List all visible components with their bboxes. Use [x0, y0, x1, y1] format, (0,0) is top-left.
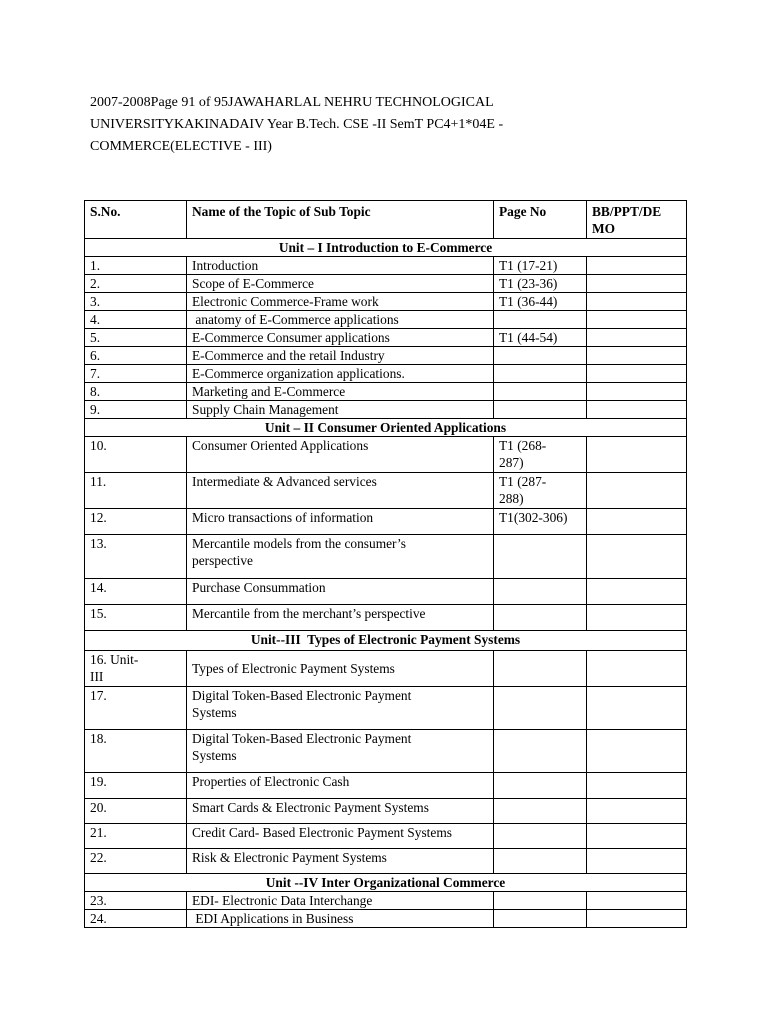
- table-row: 8. Marketing and E-Commerce: [85, 383, 687, 401]
- table-header-row: [85, 201, 687, 239]
- table-row: 18. Digital Token-Based Electronic Payment Systems: [85, 730, 687, 773]
- table-row: 22. Risk & Electronic Payment Systems: [85, 849, 687, 874]
- table-row: 15. Mercantile from the merchant’s perspective: [85, 605, 687, 631]
- table-row: 6. E-Commerce and the retail Industry: [85, 347, 687, 365]
- table-row: 11. Intermediate & Advanced services T1 (287- 288): [85, 473, 687, 509]
- table-row: 13. Mercantile models from the consumer’s perspective: [85, 535, 687, 579]
- table-row: 24. EDI Applications in Business: [85, 910, 687, 928]
- table-row: 1. Introduction T1 (17-21): [85, 257, 687, 275]
- unit-2-title: Unit – II Consumer Oriented Applications: [85, 419, 687, 437]
- unit-3-title: Unit--III Types of Electronic Payment Systems: [85, 631, 687, 651]
- lesson-plan-table: [84, 200, 687, 928]
- unit-row: [85, 419, 687, 437]
- unit-row: [85, 631, 687, 651]
- unit-row: [85, 874, 687, 892]
- unit-1-title: Unit – I Introduction to E-Commerce: [85, 239, 687, 257]
- table-row: 3. Electronic Commerce-Frame work T1 (36-44): [85, 293, 687, 311]
- table-row: 19. Properties of Electronic Cash: [85, 773, 687, 799]
- table-row: 2. Scope of E-Commerce T1 (23-36): [85, 275, 687, 293]
- table-row: 5. E-Commerce Consumer applications T1 (44-54): [85, 329, 687, 347]
- table-row: 4. anatomy of E-Commerce applications: [85, 311, 687, 329]
- col-header-mode: BB/PPT/DE MO: [587, 201, 687, 239]
- heading-line-3: COMMERCE(ELECTIVE - III): [90, 139, 272, 154]
- col-header-sno: S.No.: [85, 201, 187, 239]
- table-row: 9. Supply Chain Management: [85, 401, 687, 419]
- table-row: 23. EDI- Electronic Data Interchange: [85, 892, 687, 910]
- unit-4-title: Unit --IV Inter Organizational Commerce: [85, 874, 687, 892]
- table-row: 21. Credit Card- Based Electronic Payment Systems: [85, 824, 687, 849]
- col-header-topic: Name of the Topic of Sub Topic: [187, 201, 494, 239]
- document-heading: [90, 92, 650, 158]
- heading-line-1: 2007-2008Page 91 of 95JAWAHARLAL NEHRU TECHNOLOGICAL: [90, 95, 494, 110]
- table-row: 17. Digital Token-Based Electronic Payment Systems: [85, 687, 687, 730]
- table-row: 10. Consumer Oriented Applications T1 (268- 287): [85, 437, 687, 473]
- table-row: 20. Smart Cards & Electronic Payment Systems: [85, 799, 687, 824]
- table-row: 12. Micro transactions of information T1(302-306): [85, 509, 687, 535]
- table-row: 7. E-Commerce organization applications.: [85, 365, 687, 383]
- col-header-page: Page No: [494, 201, 587, 239]
- unit-row: [85, 239, 687, 257]
- heading-line-2: UNIVERSITYKAKINADAIV Year B.Tech. CSE -II SemT PC4+1*04E -: [90, 117, 504, 132]
- table-row: 14. Purchase Consummation: [85, 579, 687, 605]
- table-row: 16. Unit- III Types of Electronic Payment Systems: [85, 651, 687, 687]
